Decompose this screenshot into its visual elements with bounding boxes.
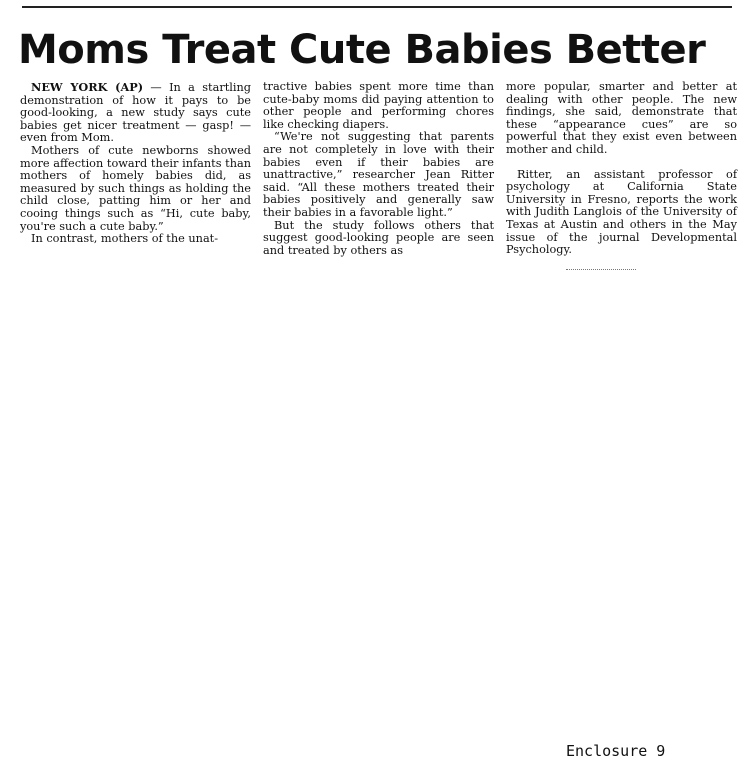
paragraph: Mothers of cute newborns showed more affection toward their infants than mothers of homely babies did, as measured by such things as holding the child close, patting him or her and cooing things such as “Hi, cute baby, you're such a cute baby.”	[20, 143, 251, 233]
paragraph: But the study follows others that suggest good-looking people are seen and treated by others as	[263, 218, 494, 257]
end-of-article-rule	[566, 269, 636, 270]
lead-paragraph-text: — In a startling demonstration of how it pays to be good-looking, a new study says cute babies get nicer treatment — gasp! — even from Mom.	[20, 81, 251, 145]
paragraph: “We're not suggesting that parents are not completely in love with their babies even if their babies are unattractive,” researcher Jean Ritter said. “All these mothers treated their babies positively and generally saw their babies in a favorable light.”	[263, 130, 494, 219]
paragraph: In contrast, mothers of the unat-	[31, 232, 219, 246]
paragraph: tractive babies spent more time than cute-baby moms did paying attention to other people and performing chores like checking diapers.	[263, 80, 494, 131]
headline: Moms Treat Cute Babies Better	[18, 27, 706, 73]
top-rule	[22, 6, 732, 8]
dateline: NEW YORK (AP)	[31, 80, 144, 94]
paragraph: more popular, smarter and better at dealing with other people. The new findings, she said, demonstrate that these “appearance cues” are so powerful that they exist even between mother and child.	[506, 80, 737, 156]
article-column-2	[263, 81, 494, 257]
paragraph: Ritter, an assistant professor of psychology at California State University in Fresno, reports the work with Judith Langlois of the University of Texas at Austin and others in the May issue of the journal Developmental Psychology.	[506, 167, 737, 257]
lead-paragraph	[20, 81, 251, 145]
article-column-1	[20, 81, 251, 246]
enclosure-label: Enclosure 9	[566, 742, 666, 760]
article-column-3	[506, 81, 737, 270]
